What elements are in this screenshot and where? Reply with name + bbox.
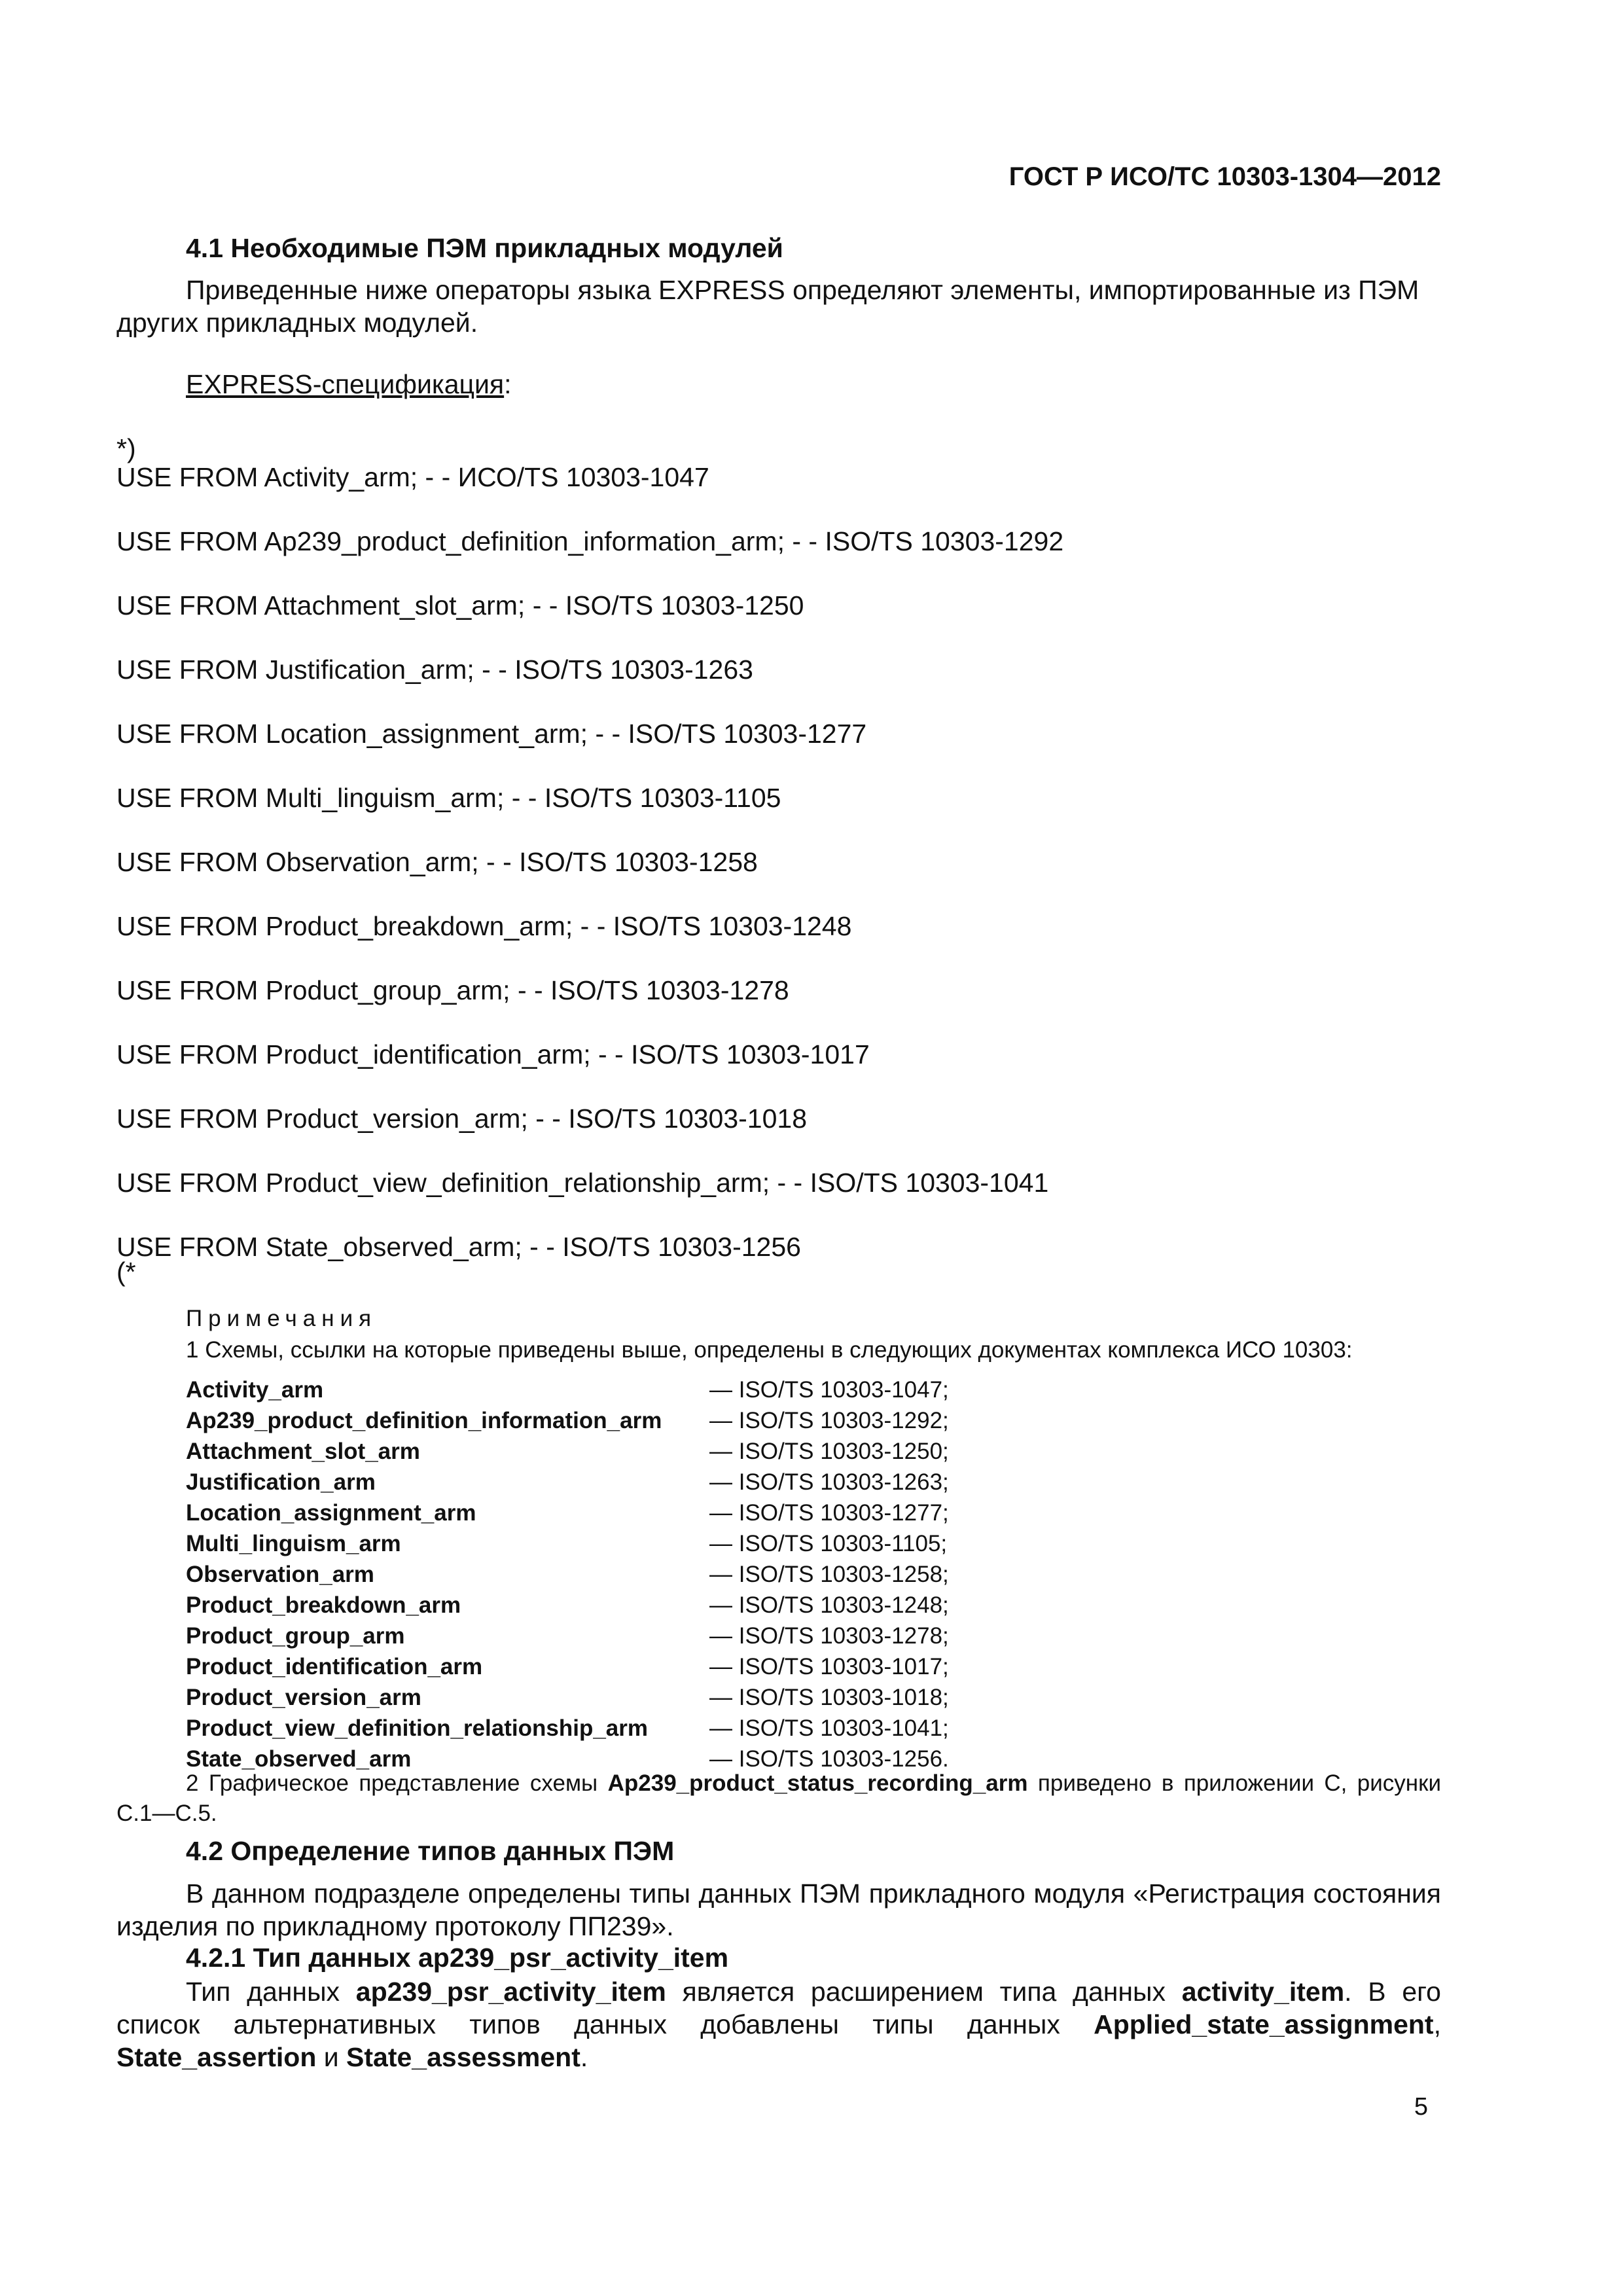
note-schema-row xyxy=(186,1651,1102,1682)
schema-reference: — ISO/TS 10303-1292; xyxy=(709,1408,949,1433)
express-use-statement: USE FROM Ap239_product_definition_information_arm; - - ISO/TS 10303-1292 xyxy=(116,526,1064,556)
schema-reference: — ISO/TS 10303-1041; xyxy=(709,1715,949,1741)
schema-name: Product_version_arm xyxy=(186,1685,421,1710)
express-spec-label xyxy=(186,368,512,401)
express-use-statement: USE FROM Activity_arm; - - ИСО/TS 10303-1047 xyxy=(116,462,709,492)
schema-reference: — ISO/TS 10303-1047; xyxy=(709,1377,949,1403)
schema-reference: — ISO/TS 10303-1278; xyxy=(709,1623,949,1649)
note-2-text xyxy=(116,1768,1441,1829)
note-2-suffix: приведено в приложении С, рисунки С.1—С.5. xyxy=(116,1770,1441,1826)
text-run: Тип данных xyxy=(186,1977,356,2007)
section-4-2-heading: 4.2 Определение типов данных ПЭМ xyxy=(186,1836,675,1866)
schema-reference: — ISO/TS 10303-1250; xyxy=(709,1439,949,1464)
note-schema-table xyxy=(186,1374,1102,1774)
schema-reference: — ISO/TS 10303-1277; xyxy=(709,1500,949,1526)
notes-title: Примечания xyxy=(186,1306,378,1331)
note-2-schema: Ap239_product_status_recording_arm xyxy=(607,1770,1028,1796)
schema-reference: — ISO/TS 10303-1263; xyxy=(709,1469,949,1495)
note-schema-row xyxy=(186,1498,1102,1528)
note-schema-row xyxy=(186,1528,1102,1559)
text-run: . В его список альтернативных типов данных добавлены типы данных xyxy=(116,1977,1441,2039)
text-run: является расширением типа данных xyxy=(666,1977,1182,2007)
express-use-statement: USE FROM Product_identification_arm; - - ISO/TS 10303-1017 xyxy=(116,1039,870,1069)
express-use-statement: USE FROM Multi_linguism_arm; - - ISO/TS 10303-1105 xyxy=(116,783,781,813)
text-run: , xyxy=(1433,2009,1441,2039)
schema-name: Ap239_product_definition_information_arm xyxy=(186,1408,662,1433)
express-use-statement: USE FROM State_observed_arm; - - ISO/TS 10303-1256 xyxy=(116,1232,801,1262)
express-use-statement: USE FROM Product_view_definition_relationship_arm; - - ISO/TS 10303-1041 xyxy=(116,1168,1049,1198)
express-use-statement: USE FROM Location_assignment_arm; - - ISO/TS 10303-1277 xyxy=(116,719,867,749)
express-spec-colon: : xyxy=(504,369,512,399)
note-schema-row xyxy=(186,1405,1102,1436)
express-use-statement: USE FROM Justification_arm; - - ISO/TS 10303-1263 xyxy=(116,655,753,685)
schema-name: Multi_linguism_arm xyxy=(186,1531,401,1556)
note-schema-row xyxy=(186,1559,1102,1590)
schema-name: Activity_arm xyxy=(186,1377,324,1403)
schema-reference: — ISO/TS 10303-1256. xyxy=(709,1746,949,1772)
type-name-state-assertion: State_assertion xyxy=(116,2042,317,2072)
express-use-statement: USE FROM Observation_arm; - - ISO/TS 10303-1258 xyxy=(116,847,758,877)
note-schema-row xyxy=(186,1621,1102,1651)
schema-name: State_observed_arm xyxy=(186,1746,412,1772)
express-spec-link: EXPRESS-спецификация xyxy=(186,369,505,399)
note-schema-row xyxy=(186,1713,1102,1744)
text-run: и xyxy=(316,2042,347,2072)
schema-name: Product_breakdown_arm xyxy=(186,1592,461,1618)
schema-name: Product_group_arm xyxy=(186,1623,405,1649)
express-use-statement: USE FROM Product_group_arm; - - ISO/TS 10303-1278 xyxy=(116,975,789,1005)
schema-reference: — ISO/TS 10303-1018; xyxy=(709,1685,949,1710)
section-4-1-heading: 4.1 Необходимые ПЭМ прикладных модулей xyxy=(186,233,783,263)
note-schema-row xyxy=(186,1436,1102,1467)
section-4-2-text: В данном подразделе определены типы данных ПЭМ прикладного модуля «Регистрация состояния изделия по прикладному протоколу ПП239». xyxy=(116,1878,1441,1941)
type-name-ap239-psr-activity-item: ap239_psr_activity_item xyxy=(355,1977,666,2007)
type-name-state-assessment: State_assessment xyxy=(346,2042,580,2072)
type-name-applied-state-assignment: Applied_state_assignment xyxy=(1094,2009,1434,2039)
schema-name: Observation_arm xyxy=(186,1562,374,1587)
schema-name: Justification_arm xyxy=(186,1469,376,1495)
note-2-prefix: 2 Графическое представление схемы xyxy=(186,1770,608,1796)
section-4-2-1-text xyxy=(116,1975,1441,2073)
code-open-marker: *) xyxy=(116,433,136,463)
section-4-1-intro-line2: других прикладных модулей. xyxy=(116,308,478,338)
schema-name: Location_assignment_arm xyxy=(186,1500,476,1526)
text-run: . xyxy=(580,2042,588,2072)
express-use-statement: USE FROM Product_breakdown_arm; - - ISO/TS 10303-1248 xyxy=(116,911,852,941)
express-use-statement: USE FROM Product_version_arm; - - ISO/TS 10303-1018 xyxy=(116,1103,808,1134)
note-schema-row xyxy=(186,1682,1102,1713)
note-schema-row xyxy=(186,1467,1102,1498)
schema-name: Product_identification_arm xyxy=(186,1654,483,1679)
type-name-activity-item: activity_item xyxy=(1181,1977,1345,2007)
code-close-marker: (* xyxy=(116,1257,136,1287)
note-schema-row xyxy=(186,1374,1102,1405)
note-1-text: 1 Схемы, ссылки на которые приведены выше, определены в следующих документах комплекса ИСО 10303: xyxy=(186,1337,1353,1363)
express-use-statement: USE FROM Attachment_slot_arm; - - ISO/TS 10303-1250 xyxy=(116,590,804,620)
schema-reference: — ISO/TS 10303-1248; xyxy=(709,1592,949,1618)
section-4-2-1-heading: 4.2.1 Тип данных ap239_psr_activity_item xyxy=(186,1943,729,1973)
section-4-1-intro-line1: Приведенные ниже операторы языка EXPRESS определяют элементы, импортированные из ПЭМ xyxy=(186,275,1419,305)
schema-reference: — ISO/TS 10303-1258; xyxy=(709,1562,949,1587)
page-number: 5 xyxy=(1414,2093,1428,2121)
schema-reference: — ISO/TS 10303-1017; xyxy=(709,1654,949,1679)
schema-name: Product_view_definition_relationship_arm xyxy=(186,1715,648,1741)
schema-name: Attachment_slot_arm xyxy=(186,1439,420,1464)
schema-reference: — ISO/TS 10303-1105; xyxy=(709,1531,948,1556)
document-header: ГОСТ Р ИСО/ТС 10303-1304—2012 xyxy=(1008,162,1441,191)
note-schema-row xyxy=(186,1590,1102,1621)
